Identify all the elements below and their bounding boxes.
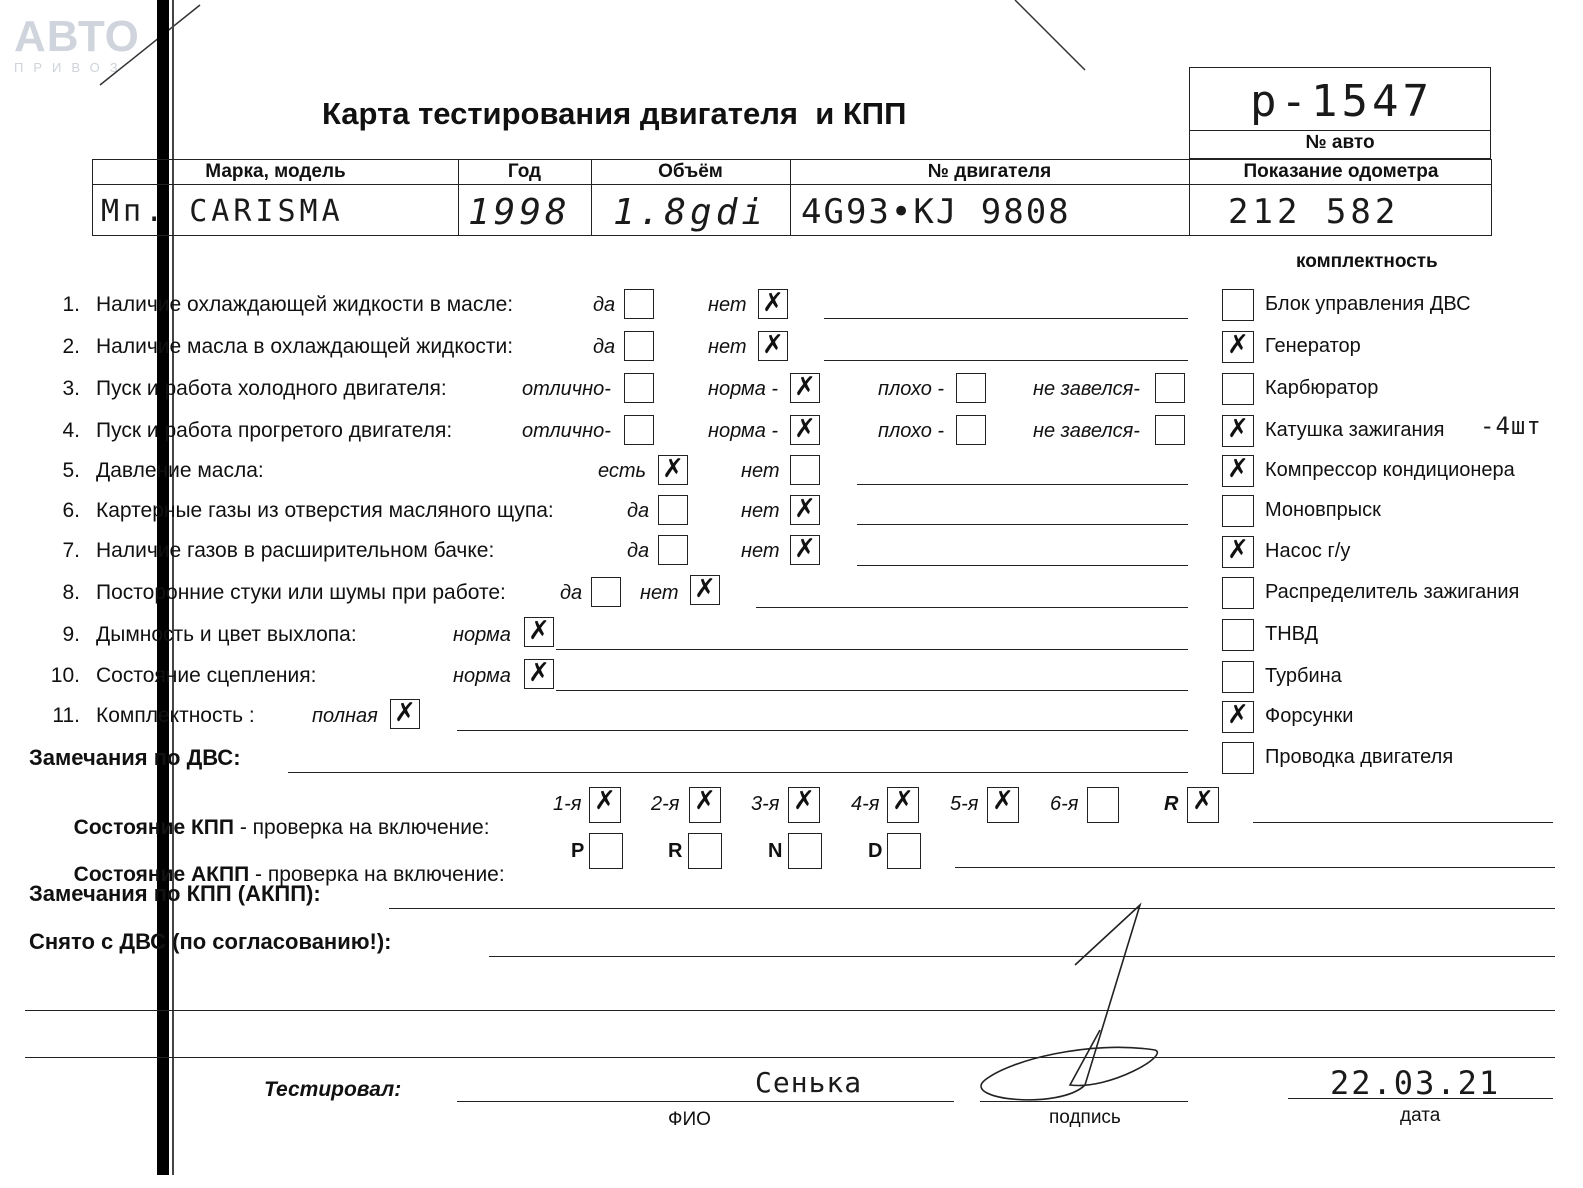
extra-line-2[interactable] — [25, 1057, 1555, 1058]
header-model: Марка, модель — [205, 161, 346, 182]
option-label: да — [560, 582, 583, 604]
check-number: 1. — [62, 293, 80, 316]
option-box-bad[interactable] — [956, 415, 986, 445]
option-box-no[interactable]: ✗ — [758, 331, 788, 361]
car-number-box — [1189, 67, 1491, 159]
value-model: Mп. CARISMA — [101, 194, 344, 229]
option-box-yes[interactable] — [624, 289, 654, 319]
checkbox-generator[interactable]: ✗ — [1222, 331, 1254, 363]
check-number: 2. — [62, 335, 80, 358]
extra-line-1[interactable] — [25, 1010, 1555, 1011]
option-box-no[interactable]: ✗ — [790, 495, 820, 525]
check-number: 3. — [62, 377, 80, 400]
removed-line[interactable] — [489, 956, 1555, 957]
checkbox-ps-pump[interactable]: ✗ — [1222, 536, 1254, 568]
completeness-label: Турбина — [1265, 665, 1342, 687]
header-volume: Объём — [658, 161, 723, 182]
checkbox-distributor[interactable] — [1222, 577, 1254, 609]
option-label: не завелся- — [1033, 378, 1140, 400]
gear-label: R — [1164, 793, 1179, 815]
gear-label: 6-я — [1050, 793, 1079, 815]
completeness-label: Насос г/у — [1265, 540, 1351, 562]
checkbox-injectors[interactable]: ✗ — [1222, 701, 1254, 733]
gear-label: 2-я — [651, 793, 680, 815]
option-label: нет — [741, 540, 780, 562]
option-box-yes[interactable] — [591, 577, 621, 607]
header-engine-number: № двигателя — [927, 161, 1052, 182]
option-box-no[interactable]: ✗ — [790, 535, 820, 565]
check-text: Комплектность : — [96, 704, 255, 727]
remarks-kpp-label: Замечания по КПП (АКПП): — [29, 881, 321, 906]
checkbox-ignition-coil[interactable]: ✗ — [1222, 415, 1254, 447]
watermark-brand: АВТО — [14, 12, 140, 61]
akpp-n-box[interactable] — [788, 833, 822, 869]
akpp-p-box[interactable] — [589, 833, 623, 869]
gear-label: 3-я — [751, 793, 780, 815]
header-odometer: Показание одометра — [1243, 161, 1439, 182]
value-volume: 1.8gdi — [613, 192, 768, 233]
page-title: Карта тестирования двигателя и КПП — [322, 96, 907, 131]
check-number: 5. — [62, 459, 80, 482]
remarks-engine-line[interactable] — [288, 772, 1188, 773]
value-year: 1998 — [468, 192, 571, 233]
gear-5-box[interactable]: ✗ — [987, 787, 1019, 823]
akpp-gear-label: P — [571, 840, 585, 862]
checkbox-mono-injection[interactable] — [1222, 495, 1254, 527]
option-box-yes[interactable] — [624, 331, 654, 361]
option-label: нет — [708, 294, 747, 316]
gear-1-box[interactable]: ✗ — [589, 787, 621, 823]
option-label: отлично- — [522, 378, 611, 400]
option-label: норма — [453, 624, 511, 646]
completeness-label: Распределитель зажигания — [1265, 581, 1520, 603]
watermark-sub: ПРИВОЗ — [14, 60, 128, 75]
option-label: да — [627, 500, 650, 522]
signature-line[interactable] — [980, 1101, 1188, 1102]
gear-label: 4-я — [851, 793, 880, 815]
checkbox-carburetor[interactable] — [1222, 373, 1254, 405]
completeness-label: Катушка зажигания — [1265, 419, 1445, 441]
check-number: 8. — [62, 581, 80, 604]
remarks-kpp-line[interactable] — [389, 908, 1555, 909]
tester-name: Сенька — [755, 1066, 863, 1099]
check-text: Наличие газов в расширительном бачке: — [96, 539, 495, 562]
date-caption: дата — [1400, 1105, 1441, 1126]
completeness-label: Генератор — [1265, 335, 1361, 357]
option-box-no[interactable]: ✗ — [690, 575, 720, 605]
check-text: Пуск и работа прогретого двигателя: — [96, 419, 453, 442]
option-box-yes[interactable] — [658, 535, 688, 565]
check-text: Наличие охлаждающей жидкости в масле: — [96, 293, 514, 316]
gear-r-box[interactable]: ✗ — [1187, 787, 1219, 823]
option-label: да — [627, 540, 650, 562]
option-label: норма — [453, 665, 511, 687]
option-box-normal[interactable]: ✗ — [524, 617, 554, 647]
akpp-label: Состояние АКПП - проверка на включение: — [73, 863, 505, 886]
akpp-d-box[interactable] — [887, 833, 921, 869]
checkbox-engine-wiring[interactable] — [1222, 742, 1254, 774]
remarks-engine-label: Замечания по ДВС: — [29, 745, 241, 770]
value-engine-number: 4G93•KJ 9808 — [801, 192, 1071, 232]
test-date: 22.03.21 — [1330, 1064, 1501, 1102]
check-number: 4. — [62, 419, 80, 442]
check-text: Состояние сцепления: — [96, 664, 317, 687]
option-label: отлично- — [522, 420, 611, 442]
akpp-gear-label: N — [768, 840, 783, 862]
option-label: да — [593, 336, 616, 358]
check-text: Пуск и работа холодного двигателя: — [96, 377, 447, 400]
option-label: да — [593, 294, 616, 316]
option-label: есть — [598, 460, 647, 482]
option-label: норма - — [708, 378, 779, 400]
gear-label: 5-я — [950, 793, 979, 815]
name-caption: ФИО — [668, 1109, 711, 1130]
completeness-label: ТНВД — [1265, 623, 1319, 645]
option-label: полная — [312, 705, 378, 727]
checkbox-turbine[interactable] — [1222, 661, 1254, 693]
car-number-value: р-1547 — [1250, 76, 1433, 127]
check-number: 6. — [62, 499, 80, 522]
check-number: 7. — [62, 539, 80, 562]
option-box-absent[interactable] — [790, 455, 820, 485]
completeness-title: комплектность — [1296, 251, 1438, 272]
tester-name-line[interactable] — [457, 1101, 954, 1102]
option-box-yes[interactable] — [658, 495, 688, 525]
option-box-excellent[interactable] — [624, 373, 654, 403]
check-number: 11. — [52, 704, 80, 727]
option-box-full[interactable]: ✗ — [390, 699, 420, 729]
option-box-present[interactable]: ✗ — [658, 455, 688, 485]
completeness-label: Карбюратор — [1265, 377, 1379, 399]
removed-label: Снято с ДВС (по согласованию!): — [29, 929, 392, 954]
option-label: нет — [708, 336, 747, 358]
header-year: Год — [507, 161, 542, 182]
gear-3-box[interactable]: ✗ — [788, 787, 820, 823]
option-box-bad[interactable] — [956, 373, 986, 403]
option-box-normal[interactable]: ✗ — [790, 415, 820, 445]
tested-label: Тестировал: — [264, 1078, 402, 1101]
check-text: Наличие масла в охлаждающей жидкости: — [96, 335, 514, 358]
check-text: Картерные газы из отверстия масляного щупа: — [96, 499, 554, 522]
completeness-label: Моновпрыск — [1265, 499, 1381, 521]
kpp-label: Состояние КПП - проверка на включение: — [73, 816, 490, 839]
akpp-gear-label: R — [668, 840, 683, 862]
checkbox-ac-compressor[interactable]: ✗ — [1222, 455, 1254, 487]
check-number: 10. — [50, 664, 80, 687]
check-number: 9. — [62, 623, 80, 646]
option-label: плохо - — [878, 378, 945, 400]
checkbox-injection-pump[interactable] — [1222, 619, 1254, 651]
completeness-label: Блок управления ДВС — [1265, 293, 1471, 315]
date-line[interactable] — [1288, 1098, 1553, 1099]
option-box-normal[interactable]: ✗ — [790, 373, 820, 403]
option-label: нет — [741, 500, 780, 522]
option-label: плохо - — [878, 420, 945, 442]
gear-2-box[interactable]: ✗ — [689, 787, 721, 823]
gear-4-box[interactable]: ✗ — [887, 787, 919, 823]
completeness-label: Компрессор кондиционера — [1265, 459, 1515, 481]
gear-label: 1-я — [553, 793, 582, 815]
option-label: не завелся- — [1033, 420, 1140, 442]
option-box-normal[interactable]: ✗ — [524, 659, 554, 689]
option-box-no-start[interactable] — [1155, 373, 1185, 403]
check-text: Дымность и цвет выхлопа: — [96, 623, 357, 646]
completeness-label: Проводка двигателя — [1265, 746, 1454, 768]
check-text: Посторонние стуки или шумы при работе: — [96, 581, 506, 604]
akpp-gear-label: D — [868, 840, 883, 862]
option-label: нет — [640, 582, 679, 604]
gear-6-box[interactable] — [1087, 787, 1119, 823]
akpp-r-box[interactable] — [688, 833, 722, 869]
signature-caption: подпись — [1049, 1107, 1121, 1128]
checkbox-ecu[interactable] — [1222, 289, 1254, 321]
option-box-excellent[interactable] — [624, 415, 654, 445]
ignition-coil-note: -4шт — [1480, 412, 1542, 440]
value-odometer: 212 582 — [1228, 192, 1400, 232]
option-box-no[interactable]: ✗ — [758, 289, 788, 319]
completeness-label: Форсунки — [1265, 705, 1354, 727]
option-label: норма - — [708, 420, 779, 442]
vehicle-table — [92, 159, 1492, 236]
check-text: Давление масла: — [96, 459, 264, 482]
option-label: нет — [741, 460, 780, 482]
option-box-no-start[interactable] — [1155, 415, 1185, 445]
car-number-label: № авто — [1305, 132, 1375, 153]
